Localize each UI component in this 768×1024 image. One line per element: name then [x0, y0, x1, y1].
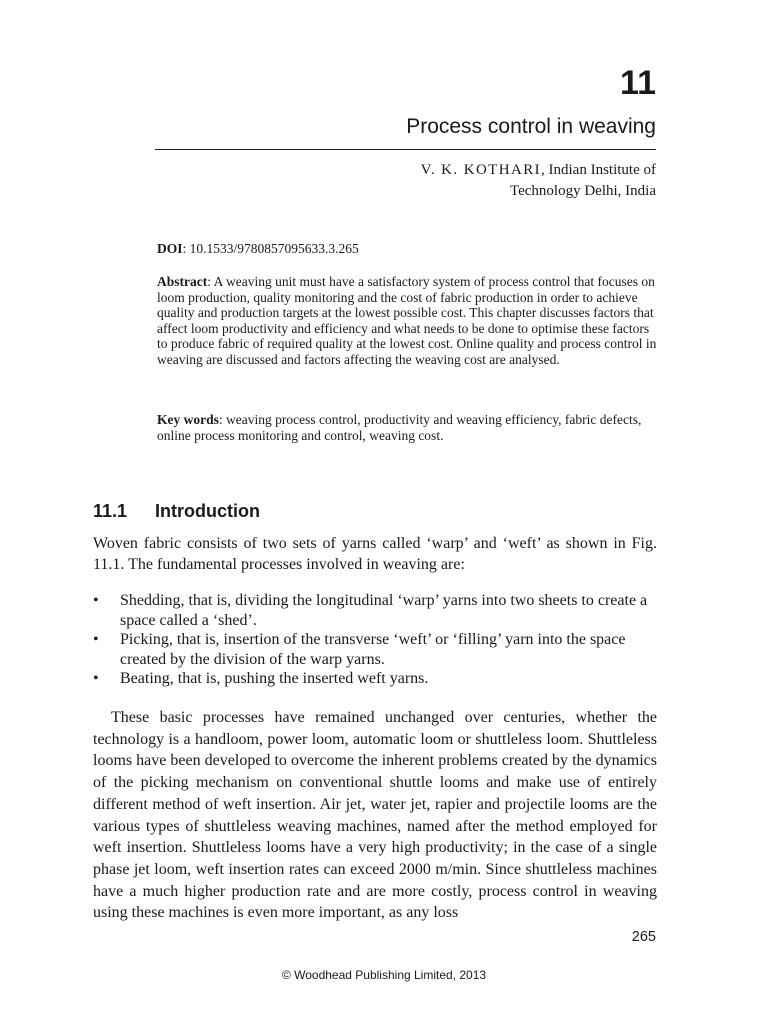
list-item-text: Picking, that is, insertion of the transverse ‘weft’ or ‘filling’ yarn into the space created by the division of the warp yarns. [120, 631, 626, 668]
abstract-label: Abstract [157, 274, 208, 289]
bullet-icon: • [93, 670, 99, 687]
section-title: Introduction [155, 501, 260, 521]
list-item-text: Beating, that is, pushing the inserted weft yarns. [120, 670, 429, 687]
author-affiliation-part-1: , Indian Institute of [541, 162, 656, 178]
doi-line [157, 240, 359, 257]
chapter-number: 11 [620, 64, 656, 102]
list-item [93, 630, 657, 669]
chapter-title: Process control in weaving [406, 115, 656, 138]
keywords-label: Key words [157, 412, 219, 427]
bullet-icon: • [93, 592, 99, 609]
intro-paragraph: Woven fabric consists of two sets of yarns called ‘warp’ and ‘weft’ as shown in Fig. 11.1. The fundamental processes involved in weaving are: [93, 535, 657, 573]
author-affiliation-part-2: Technology Delhi, India [510, 183, 656, 199]
author-line-1 [421, 160, 656, 181]
list-item-text: Shedding, that is, dividing the longitudinal ‘warp’ yarns into two sheets to create a space called a ‘shed’. [120, 592, 648, 629]
list-item [93, 669, 657, 689]
keywords [157, 412, 657, 443]
title-divider [155, 149, 656, 150]
process-list [93, 591, 657, 689]
section-heading [93, 500, 260, 522]
doi-label: DOI [157, 241, 183, 256]
copyright-notice: © Woodhead Publishing Limited, 2013 [281, 968, 487, 982]
bullet-icon: • [93, 631, 99, 648]
body-paragraph: These basic processes have remained unchanged over centuries, whether the technology is a handloom, power loom, automatic loom or shuttleless loom. Shuttleless looms have been developed to overcome the inherent problems created by the dynamics of the picking mechanism on conventional shuttle looms and make use of entirely different method of weft insertion. Air jet, water jet, rapier and projectile looms are the various types of shuttleless weaving machines, named after the method employed for weft insertion. Shuttleless looms have a very high productivity; in the case of a single phase jet loom, weft insertion rates can exceed 2000 m/min. Since shuttleless machines have a much higher production rate and are more costly, process control in weaving using these machines is even more important, as any loss [93, 709, 657, 922]
page-number: 265 [631, 929, 656, 945]
section-number: 11.1 [93, 501, 128, 521]
doi-value: : 10.1533/9780857095633.3.265 [182, 241, 359, 256]
author-name: V. K. KOTHARI [420, 162, 542, 178]
keywords-text: : weaving process control, productivity and weaving efficiency, fabric defects, online process monitoring and control, weaving cost. [157, 412, 642, 443]
list-item [93, 591, 657, 630]
abstract [157, 274, 657, 367]
abstract-text: : A weaving unit must have a satisfactory system of process control that focuses on loom production, quality monitoring and the cost of fabric production in order to achieve quality and production targets at the lowest possible cost. This chapter discusses factors that affect loom productivity and efficiency and what needs to be done to optimise these factors to produce fabric of required quality at the lowest cost. Online quality and process control in weaving are discussed and factors affecting the weaving cost are analysed. [157, 274, 657, 367]
author-block [421, 160, 656, 202]
